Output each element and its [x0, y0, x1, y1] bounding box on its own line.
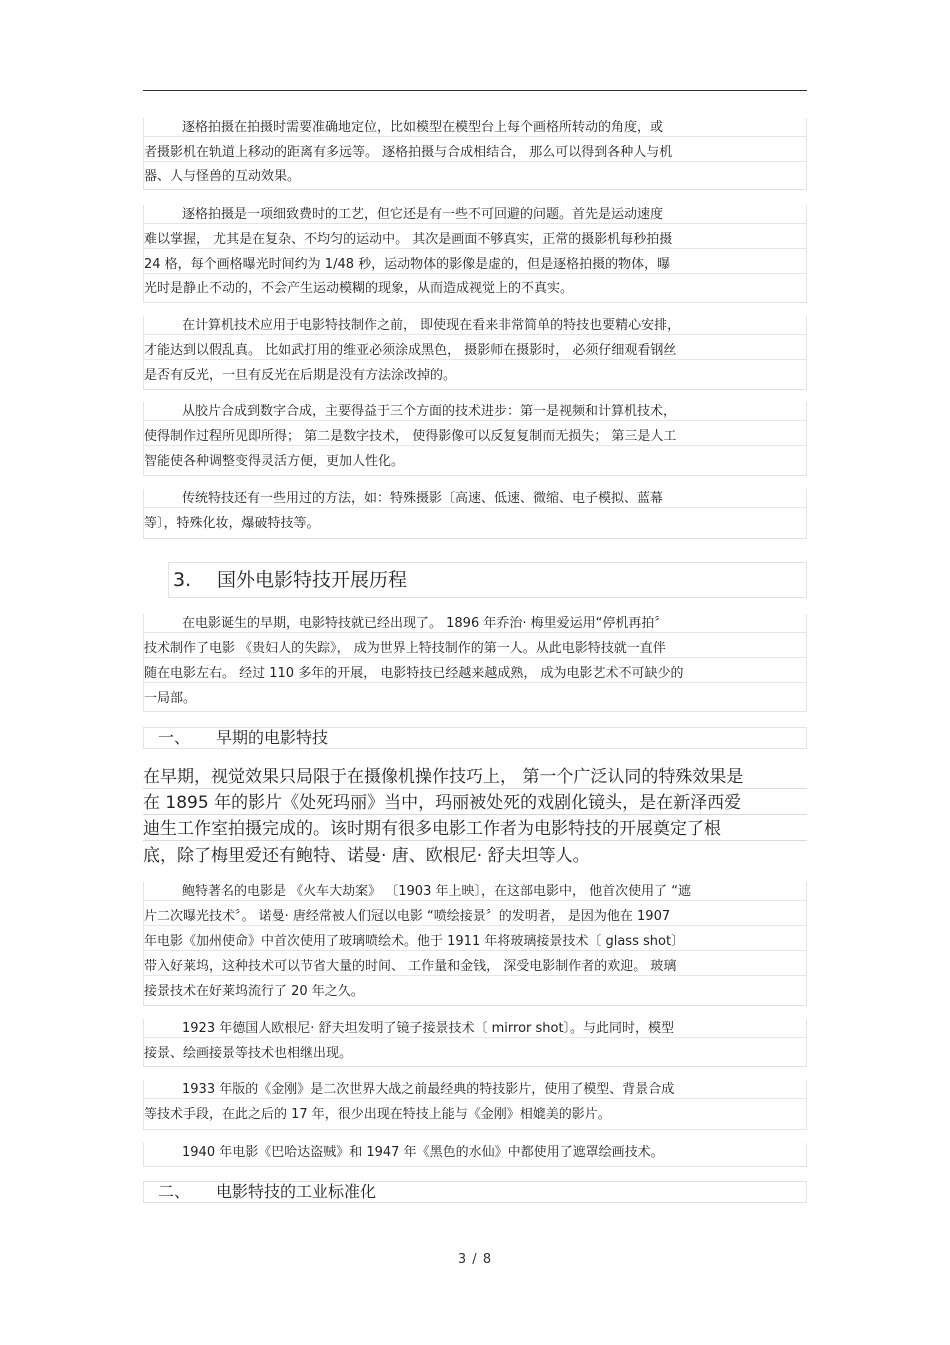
- subsection-number: 一、: [158, 728, 191, 747]
- large-paragraph: [143, 766, 807, 870]
- text-line: 接景、绘画接景等技术也相继出现。: [144, 1046, 353, 1061]
- text-line: 逐格拍摄是一项细致费时的工艺，但它还是有一些不可回避的问题。首先是运动速度: [144, 207, 806, 224]
- text-line: 技术制作了电影 《贵妇人的失踪》， 成为世界上特技制作的第一人。从此电影特技就一直伴: [144, 641, 806, 658]
- text-line: 等〕，特殊化妆，爆破特技等。: [144, 516, 320, 531]
- paragraph: [143, 614, 807, 712]
- text-line: 1940 年电影《巴哈达盗贼》和 1947 年《黑色的水仙》中都使用了遮罩绘画技术。: [182, 1145, 664, 1160]
- subsection-heading: [143, 1181, 807, 1203]
- text-line: 者摄影机在轨道上移动的距离有多远等。 逐格拍摄与合成相结合， 那么可以得到各种人与机: [144, 145, 806, 162]
- text-line: 年电影《加州使命》中首次使用了玻璃喷绘术。他于 1911 年将玻璃接景技术〔 glass shot〕: [144, 934, 806, 951]
- text-line: 随在电影左右。 经过 110 多年的开展， 电影特技已经越来越成熟， 成为电影艺术不可缺少的: [144, 666, 806, 683]
- paragraph: [143, 402, 807, 476]
- subsection-title: 早期的电影特技: [216, 728, 329, 747]
- paragraph: [143, 205, 807, 303]
- text-line: 在电影诞生的早期，电影特技就已经出现了。 1896 年乔治· 梅里爱运用“停机再拍〞: [144, 616, 806, 633]
- section-number: 3.: [173, 569, 192, 591]
- section-title: 国外电影特技开展历程: [217, 569, 408, 591]
- text-line: 底，除了梅里爱还有鲍特、诺曼· 唐、欧根尼· 舒夫坦等人。: [143, 846, 590, 866]
- paragraph: [143, 1019, 807, 1067]
- text-line: 是否有反光，一旦有反光在后期是没有方法涂改掉的。: [144, 368, 457, 383]
- text-line: 在 1895 年的影片《处死玛丽》当中，玛丽被处死的戏剧化镜头，是在新泽西爱: [143, 792, 807, 815]
- paragraph: [143, 882, 807, 1006]
- page-number: 3 / 8: [457, 1252, 493, 1267]
- paragraph: [143, 1143, 807, 1167]
- paragraph: [143, 1080, 807, 1130]
- text-line: 鲍特著名的电影是 《火车大劫案》 〔1903 年上映〕，在这部电影中， 他首次使用了 “遮: [144, 884, 806, 901]
- text-line: 片二次曝光技术〞。 诺曼· 唐经常被人们冠以电影 “喷绘接景〞的发明者， 是因为他在 1907: [144, 909, 806, 926]
- text-line: 在计算机技术应用于电影特技制作之前， 即使现在看来非常简单的特技也要精心安排，: [144, 318, 806, 335]
- text-line: 难以掌握， 尤其是在复杂、不均匀的运动中。 其次是画面不够真实，正常的摄影机每秒拍摄: [144, 232, 806, 249]
- text-line: 接景技术在好莱坞流行了 20 年之久。: [144, 984, 364, 999]
- text-line: 在早期，视觉效果只局限于在摄像机操作技巧上， 第一个广泛认同的特殊效果是: [143, 766, 807, 789]
- text-line: 智能使各种调整变得灵活方便，更加人性化。: [144, 454, 405, 469]
- paragraph: [143, 316, 807, 390]
- subsection-number: 二、: [158, 1182, 191, 1201]
- text-line: 一局部。: [144, 691, 197, 706]
- subsection-heading: [143, 727, 807, 749]
- text-line: 光时是静止不动的，不会产生运动模糊的现象，从而造成视觉上的不真实。: [144, 281, 574, 296]
- text-line: 使得制作过程所见即所得； 第二是数字技术， 使得影像可以反复复制而无损失； 第三是人工: [144, 429, 806, 446]
- text-line: 传统特技还有一些用过的方法，如：特殊摄影〔高速、低速、微缩、电子模拟、蓝幕: [144, 491, 806, 508]
- header-rule: [143, 90, 807, 91]
- text-line: 逐格拍摄在拍摄时需要准确地定位，比如模型在模型台上每个画格所转动的角度，或: [144, 120, 806, 137]
- paragraph: [143, 118, 807, 190]
- text-line: 器、人与怪兽的互动效果。: [144, 169, 301, 184]
- text-line: 带入好莱坞，这种技术可以节省大量的时间、 工作量和金钱， 深受电影制作者的欢迎。 玻璃: [144, 959, 806, 976]
- paragraph: [143, 489, 807, 539]
- text-line: 1933 年版的《金刚》是二次世界大战之前最经典的特技影片，使用了模型、背景合成: [144, 1082, 806, 1099]
- subsection-title: 电影特技的工业标准化: [216, 1182, 377, 1201]
- text-line: 迪生工作室拍摄完成的。该时期有很多电影工作者为电影特技的开展奠定了根: [143, 818, 807, 841]
- text-line: 从胶片合成到数字合成，主要得益于三个方面的技术进步：第一是视频和计算机技术，: [144, 404, 806, 421]
- text-line: 24 格，每个画格曝光时间约为 1/48 秒，运动物体的影像是虚的，但是逐格拍摄的物体，曝: [144, 257, 806, 274]
- text-line: 才能达到以假乱真。 比如武打用的维亚必须涂成黑色， 摄影师在摄影时， 必须仔细观看钢丝: [144, 343, 806, 360]
- text-line: 等技术手段，在此之后的 17 年，很少出现在特技上能与《金刚》相媲美的影片。: [144, 1107, 611, 1122]
- section-heading: [168, 562, 807, 598]
- text-line: 1923 年德国人欧根尼· 舒夫坦发明了镜子接景技术〔 mirror shot〕。与此同时，模型: [144, 1021, 806, 1038]
